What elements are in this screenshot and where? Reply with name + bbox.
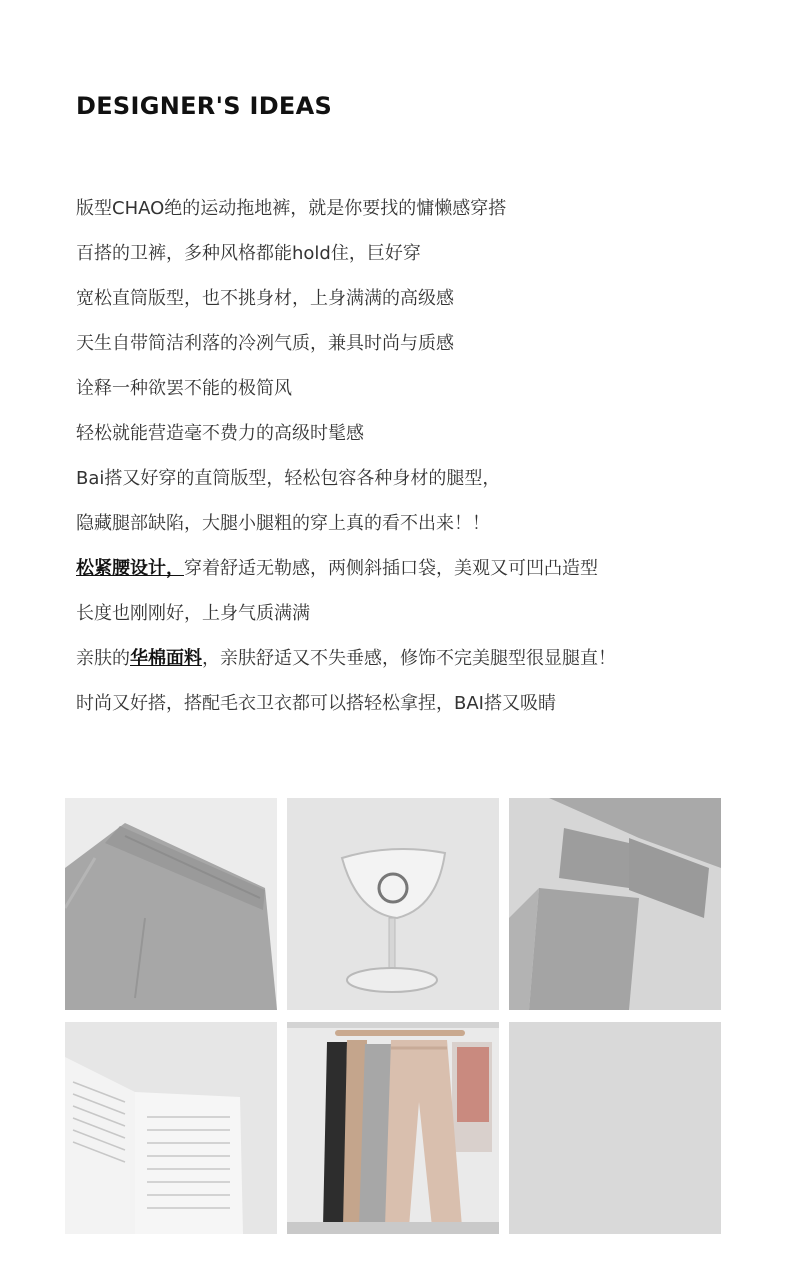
line-text: 长度也刚刚好，上身气质满满 [76,603,310,624]
page-title: DESIGNER'S IDEAS [76,92,333,120]
highlight-fabric: 华棉面料 [130,648,202,669]
pants-cuff-photo [509,798,721,1010]
line-text: ，亲肤舒适又不失垂感，修饰不完美腿型很显腿直！ [202,648,616,669]
description-line [76,554,756,599]
description-line [76,464,756,509]
pants-on-hangers-photo [287,1022,499,1234]
photo-gallery [65,798,721,1235]
description-line [76,644,756,689]
description-line [76,329,756,374]
line-text: 版型CHAO绝的运动拖地裤，就是你要找的慵懒感穿搭 [76,198,507,219]
line-text: 轻松就能营造毫不费力的高级时髦感 [76,423,364,444]
line-text: 诠释一种欲罢不能的极简风 [76,378,292,399]
line-text: 天生自带简洁利落的冷冽气质，兼具时尚与质感 [76,333,454,354]
description-line [76,194,756,239]
open-book-photo [65,1022,277,1234]
line-text: 隐藏腿部缺陷，大腿小腿粗的穿上真的看不出来！！ [76,513,490,534]
description-line [76,509,756,554]
line-text: 时尚又好搭，搭配毛衣卫衣都可以搭轻松拿捏，BAI搭又吸睛 [76,693,556,714]
description-line [76,689,756,734]
description-text-block [76,194,756,734]
highlight-waist-design: 松紧腰设计， [76,558,184,579]
description-line [76,374,756,419]
description-line [76,239,756,284]
glass-with-ring-photo [287,798,499,1010]
line-text: 宽松直筒版型，也不挑身材，上身满满的高级感 [76,288,454,309]
description-line [76,419,756,464]
line-text: 亲肤的 [76,648,130,669]
description-line [76,599,756,644]
description-line [76,284,756,329]
line-text: 穿着舒适无勒感，两侧斜插口袋，美观又可凹凸造型 [184,558,598,579]
line-text: Bai搭又好穿的直筒版型，轻松包容各种身材的腿型， [76,468,501,489]
blank-gray-tile [509,1022,721,1234]
pants-waistband-photo [65,798,277,1010]
line-text: 百搭的卫裤，多种风格都能hold住，巨好穿 [76,243,421,264]
